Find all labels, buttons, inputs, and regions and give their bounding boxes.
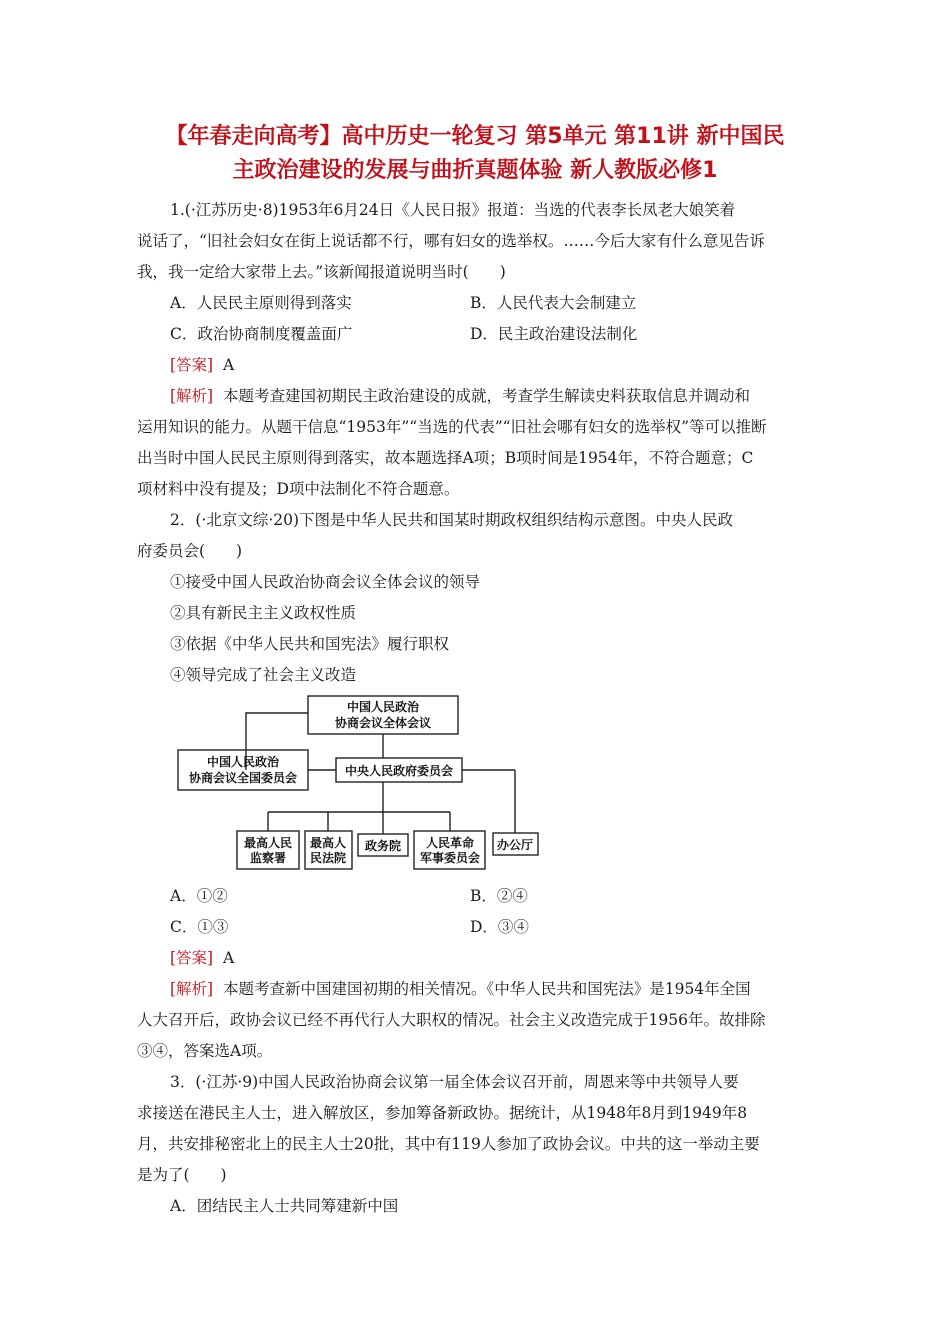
answer-value: A [222, 356, 235, 374]
q1-analysis-line-2: 运用知识的能力。从题干信息“1953年”“当选的代表”“旧社会哪有妇女的选举权”等可以推断 [137, 418, 767, 436]
answer-label: [答案] [170, 949, 214, 967]
title-line-2: 主政治建设的发展与曲折真题体验 新人教版必修1 [232, 158, 718, 183]
q1-analysis-line-3: 出当时中国人民民主原则得到落实，故本题选择A项；B项时间是1954年，不符合题意；C [137, 449, 754, 467]
top-box-line-2: 协商会议全体会议 [334, 716, 432, 730]
q2-item-4: ④领导完成了社会主义改造 [170, 666, 357, 684]
q2-answer [170, 948, 234, 968]
q2-analysis-line-1: [解析] 本题考查新中国建国初期的相关情况。《中华人民共和国宪法》是1954年全国 [170, 980, 751, 998]
military-box-line-1: 人民革命 [425, 836, 475, 850]
q1-stem-line-3: 我，我一定给大家带上去。”该新闻报道说明当时( ) [137, 263, 506, 281]
q2-analysis-line-2: 人大召开后，政协会议已经不再代行人大职权的情况。社会主义改造完成于1956年。故排除 [137, 1011, 766, 1029]
q1-analysis-line-1: [解析] 本题考查建国初期民主政治建设的成就，考查学生解读史料获取信息并调动和 [170, 387, 750, 405]
q2-option-c: C．①③ [170, 918, 229, 936]
q3-option-a: A．团结民主人士共同筹建新中国 [170, 1197, 399, 1215]
q1-option-b: B．人民代表大会制建立 [470, 294, 637, 312]
analysis-label: [解析] [170, 980, 214, 998]
q1-option-a: A．人民民主原则得到落实 [170, 294, 352, 312]
council-box-label: 政务院 [364, 839, 402, 853]
answer-value: A [222, 949, 235, 967]
q2-stem-line-1: 2．(·北京文综·20)下图是中华人民共和国某时期政权组织结构示意图。中央人民政 [170, 511, 734, 529]
military-box-line-2: 军事委员会 [419, 851, 481, 865]
left-box-line-2: 协商会议全国委员会 [188, 771, 298, 785]
q1-option-d: D．民主政治建设法制化 [470, 325, 638, 343]
q2-option-a: A．①② [170, 887, 228, 905]
center-box-label: 中央人民政府委员会 [344, 764, 454, 778]
q2-item-2: ②具有新民主主义政权性质 [170, 604, 357, 622]
q1-stem-line-2: 说话了，“旧社会妇女在街上说话都不行，哪有妇女的选举权。……今后大家有什么意见告诉 [137, 232, 765, 250]
top-box-line-1: 中国人民政治 [346, 700, 420, 714]
court-box-line-1: 最高人 [309, 836, 347, 850]
procuratorate-box-line-1: 最高人民 [243, 836, 293, 850]
left-box-line-1: 中国人民政治 [206, 755, 280, 769]
q1-analysis-line-4: 项材料中没有提及；D项中法制化不符合题意。 [137, 480, 460, 498]
q3-stem-line-3: 月，共安排秘密北上的民主人士20批，其中有119人参加了政协会议。中共的这一举动主要 [137, 1135, 760, 1153]
q3-stem-line-1: 3．(·江苏·9)中国人民政治协商会议第一届全体会议召开前，周恩来等中共领导人要 [170, 1073, 739, 1091]
q2-item-1: ①接受中国人民政治协商会议全体会议的领导 [170, 573, 481, 591]
q3-stem-line-4: 是为了( ) [137, 1166, 227, 1184]
q3-stem-line-2: 求接送在港民主人士，进入解放区，参加筹备新政协。据统计，从1948年8月到1949年8 [137, 1104, 748, 1122]
office-box-label: 办公厅 [496, 838, 534, 852]
q2-item-3: ③依据《中华人民共和国宪法》履行职权 [170, 635, 450, 653]
q1-option-c: C．政治协商制度覆盖面广 [170, 325, 353, 343]
analysis-label: [解析] [170, 387, 214, 405]
q1-stem-line-1: 1.(·江苏历史·8)1953年6月24日《人民日报》报道：当选的代表李长凤老大娘笑着 [170, 201, 736, 219]
q2-option-d: D．③④ [470, 918, 529, 936]
court-box-line-2: 民法院 [309, 851, 347, 865]
title-line-1: 【年春走向高考】高中历史一轮复习 第5单元 第11讲 新中国民 [165, 124, 785, 149]
q2-stem-line-2: 府委员会( ) [137, 542, 243, 560]
q2-analysis-line-3: ③④，答案选A项。 [137, 1042, 273, 1060]
q2-option-b: B．②④ [470, 887, 528, 905]
answer-label: [答案] [170, 356, 214, 374]
procuratorate-box-line-2: 监察署 [249, 851, 287, 865]
